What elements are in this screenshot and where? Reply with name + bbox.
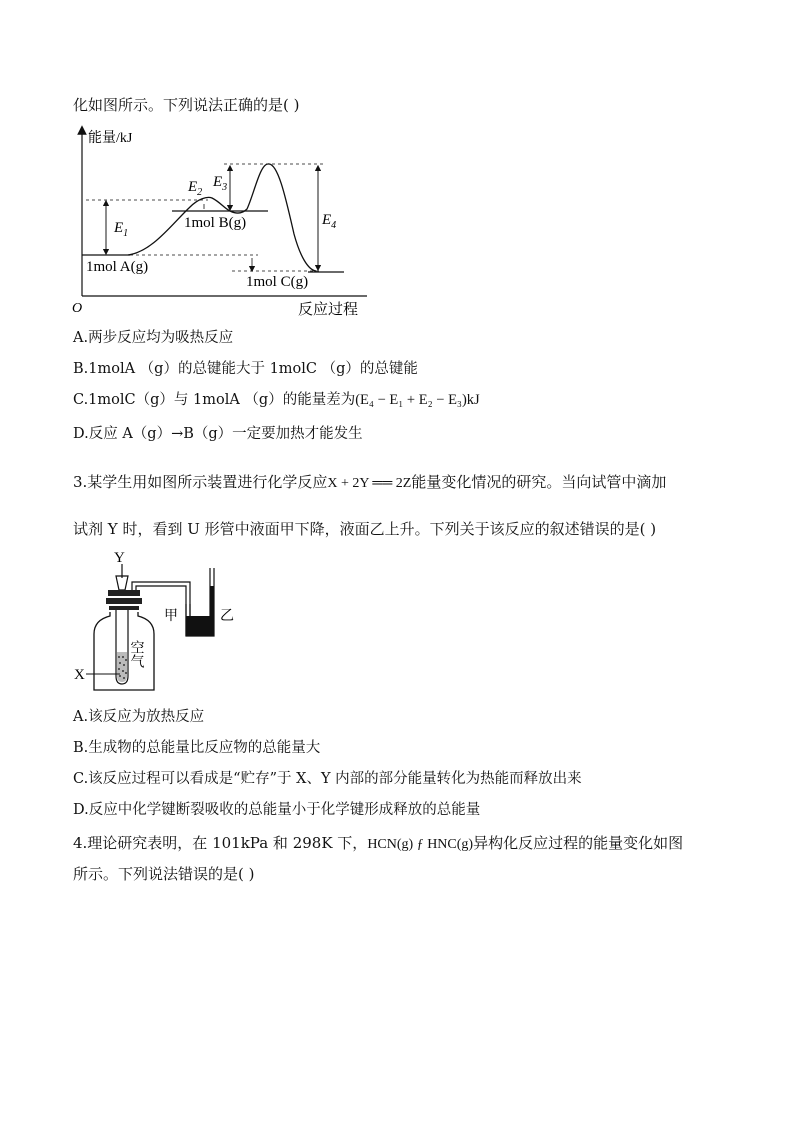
e1-label: $E_1$ xyxy=(114,220,129,239)
q2-option-c-formula: (E₄ − E₁ + E₂ − E₃)kJ xyxy=(355,392,480,408)
origin-label: O xyxy=(72,301,83,316)
e4-label: $E_4$ xyxy=(322,212,337,231)
q2-option-c-text: C.1molC（g）与 1molA （g）的能量差为 xyxy=(73,392,356,408)
q3-option-b: B.生成物的总能量比反应物的总能量大 xyxy=(73,740,321,756)
q3-option-c: C.该反应过程可以看成是“贮存”于 X、Y 内部的部分能量转化为热能而释放出来 xyxy=(73,771,582,787)
reagent-y-label: Y xyxy=(114,550,125,566)
apparatus-diagram xyxy=(70,544,250,696)
q4-stem-part2: 异构化反应过程的能量变化如图 xyxy=(473,834,684,852)
e3-label: $E_3$ xyxy=(213,174,228,193)
q2-option-d: D.反应 A（g）→B（g）一定要加热才能发生 xyxy=(73,426,363,442)
stopper xyxy=(108,590,140,596)
state-b-label: 1mol B(g) xyxy=(184,215,247,231)
q2-option-c xyxy=(73,390,480,410)
q3-stem-part1: 3.某学生用如图所示装置进行化学反应 xyxy=(73,473,328,491)
q4-stem-line2: 所示。下列说法错误的是( ) xyxy=(73,865,255,883)
energy-diagram xyxy=(72,124,372,324)
air-label: 空气 xyxy=(128,640,144,668)
q3-option-d: D.反应中化学键断裂吸收的总能量小于化学键形成释放的总能量 xyxy=(73,802,481,818)
q3-stem-part2: 能量变化情况的研究。当向试管中滴加 xyxy=(411,473,667,491)
q2-option-b: B.1molA （g）的总键能大于 1molC （g）的总键能 xyxy=(73,361,418,377)
q4-stem-part1: 4.理论研究表明，在 101kPa 和 298K 下， xyxy=(73,834,368,852)
label-yi: 乙 xyxy=(220,609,234,624)
q3-stem-line1 xyxy=(73,472,666,494)
state-a-label: 1mol A(g) xyxy=(86,259,149,275)
q3-option-a: A.该反应为放热反应 xyxy=(73,709,205,725)
y-axis-label: 能量/kJ xyxy=(88,131,133,146)
q3-stem-line2: 试剂 Y 时，看到 U 形管中液面甲下降，液面乙上升。下列关于该反应的叙述错误的是( ) xyxy=(73,520,657,538)
q2-stem: 化如图所示。下列说法正确的是( ) xyxy=(73,96,300,114)
label-jia: 甲 xyxy=(164,609,178,624)
e2-label: $E_2$ xyxy=(188,179,203,198)
q2-option-a: A.两步反应均为吸热反应 xyxy=(73,330,234,346)
q3-equation: X + 2Y ══ 2Z xyxy=(327,476,412,491)
state-c-label: 1mol C(g) xyxy=(246,274,309,290)
reagent-x-label: X xyxy=(74,667,85,683)
q4-equation: HCN(g) ƒ HNC(g) xyxy=(367,837,474,852)
x-axis-label: 反应过程 xyxy=(298,302,359,318)
q4-stem-line1 xyxy=(73,833,683,855)
